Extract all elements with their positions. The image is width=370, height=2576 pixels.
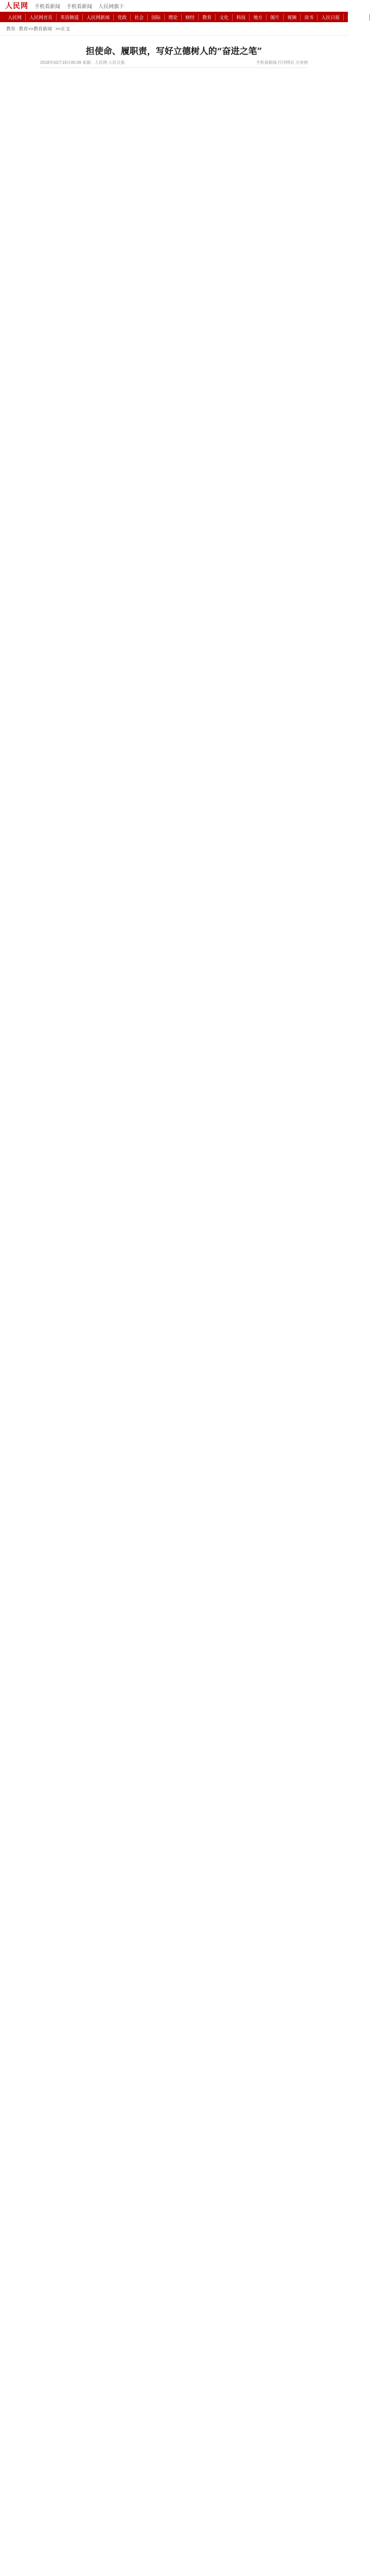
nav-item[interactable]: 教育: [199, 14, 216, 21]
nav-item[interactable]: 社会: [131, 14, 148, 21]
nav-item[interactable]: 英语频道: [57, 14, 83, 21]
nav-item[interactable]: 人民网: [4, 14, 26, 21]
top-bar: [0, 0, 348, 12]
nav-item[interactable]: 读书: [301, 14, 318, 21]
article-title: 担使命、履职责，写好立德树人的“奋进之笔”: [85, 46, 262, 57]
main-nav: [0, 12, 366, 22]
nav-item[interactable]: 科技: [233, 14, 250, 21]
nav-item[interactable]: 地方: [250, 14, 267, 21]
nav-item[interactable]: 党政: [114, 14, 131, 21]
site-logo[interactable]: 人民网: [5, 2, 28, 10]
nav-item[interactable]: 人民日报: [318, 14, 344, 21]
nav-item[interactable]: 强国论坛: [344, 14, 370, 21]
breadcrumb-item[interactable]: 教育: [6, 26, 16, 31]
nav-item[interactable]: 人民网首页: [26, 14, 57, 21]
article-body: [40, 72, 308, 2576]
nav-item[interactable]: 国际: [148, 14, 165, 21]
header-link[interactable]: 手机看新闻: [66, 4, 92, 10]
breadcrumb-item[interactable]: 教育>>教育新闻: [19, 26, 52, 31]
nav-item[interactable]: 图片: [267, 14, 284, 21]
header-link[interactable]: 人民网旗下: [98, 4, 124, 10]
nav-item[interactable]: 财经: [182, 14, 199, 21]
nav-item[interactable]: 文化: [216, 14, 233, 21]
article: [40, 36, 308, 2576]
article-source: 2018年03月19日05:09 来源：人民网-人民日报: [40, 60, 125, 65]
header-link[interactable]: 手机看新闻: [34, 4, 60, 10]
nav-item[interactable]: 视频: [284, 14, 301, 21]
nav-item[interactable]: 理论: [165, 14, 182, 21]
article-tools[interactable]: 手机看新闻 打印网页 分享到: [256, 60, 308, 65]
nav-item[interactable]: 人民网新闻: [83, 14, 114, 21]
breadcrumb: [0, 22, 348, 36]
article-meta: [40, 60, 308, 68]
breadcrumb-item: >>正文: [55, 26, 71, 31]
